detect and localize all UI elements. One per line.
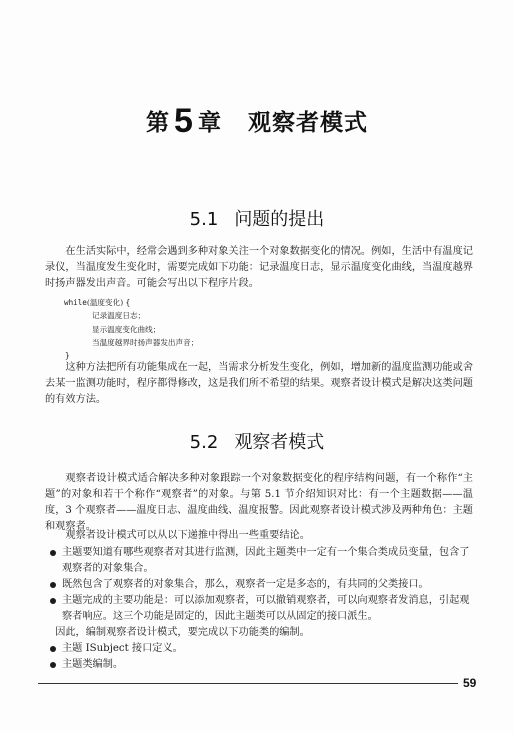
list-item-text: 既然包含了观察者的对象集合，那么，观察者一定是多态的，有共同的父类接口。 xyxy=(62,579,429,590)
code-condition: (温度变化) xyxy=(86,298,124,307)
code-snippet xyxy=(64,296,444,362)
code-close-brace: } xyxy=(65,351,70,361)
bullet-icon xyxy=(50,582,56,588)
list-item xyxy=(48,593,476,625)
bullet-icon xyxy=(50,550,56,556)
section-number: 5.1 xyxy=(189,209,219,230)
chapter-title-text: 观察者模式 xyxy=(247,110,368,136)
paragraph-pattern-intro: 观察者设计模式适合解决多种对象跟踪一个对象数据变化的程序结构问题，有一个称作“主题”的对象和若干个称作“观察者”的对象。与第 5.1 节介绍知识对比：有一个主题数据——温度，3 个观察者——温度日志、温度曲线、温度报警。因此观察者设计模式涉及两种角色：主题和观察者。 xyxy=(45,473,473,532)
chapter-heading xyxy=(0,100,514,139)
paragraph-problem: 这种方法把所有功能集成在一起，当需求分析发生变化，例如，增加新的温度监测功能或舍去某一监测功能时，程序都得修改，这是我们所不希望的结果。观察者设计模式是解决这类问题的有效方法。 xyxy=(45,362,473,405)
list-item xyxy=(48,577,476,593)
list-item xyxy=(48,641,476,657)
section-title: 观察者模式 xyxy=(234,432,325,453)
code-line: 当温度越界时扬声器发出声音； xyxy=(92,337,199,347)
bullet-list-tasks xyxy=(48,641,476,673)
paragraph-conclusions: 观察者设计模式可以从以下递推中得出一些重要结论。 xyxy=(65,530,310,541)
chapter-prefix: 第 xyxy=(146,110,171,136)
list-item-text: 主题要知道有哪些观察者对其进行监测，因此主题类中一定有一个集合类成员变量，包含了观察者的对象集合。 xyxy=(62,547,470,574)
code-line-while xyxy=(64,296,444,309)
code-line: 记录温度日志； xyxy=(92,311,146,321)
chapter-suffix: 章 xyxy=(197,110,222,136)
paragraph-intro: 在生活实际中，经常会遇到多种对象关注一个对象数据变化的情况。例如，生活中有温度记录仪，当温度发生变化时，需要完成如下功能：记录温度日志，显示温度变化曲线，当温度越界时扬声器发出声音。可能会写出以下程序片段。 xyxy=(45,246,473,289)
chapter-number: 5 xyxy=(174,102,194,140)
list-item xyxy=(48,545,476,577)
bullet-icon xyxy=(50,598,56,604)
code-open-brace: { xyxy=(125,298,131,307)
list-item xyxy=(48,657,476,673)
paragraph-tasks: 因此，编制观察者设计模式，要完成以下功能类的编制。 xyxy=(55,627,310,638)
bullet-icon xyxy=(50,646,56,652)
list-item-text: 主题 ISubject 接口定义。 xyxy=(62,643,183,654)
bullet-icon xyxy=(50,662,56,668)
section-number: 5.2 xyxy=(189,432,219,453)
section-heading-5-1 xyxy=(0,205,514,231)
footer-divider xyxy=(38,683,458,684)
bullet-list-conclusions xyxy=(48,545,476,625)
code-line: 显示温度变化曲线； xyxy=(92,324,161,334)
list-item-text: 主题完成的主要功能是：可以添加观察者，可以撤销观察者，可以向观察者发消息，引起观察者响应。这三个功能是固定的，因此主题类可以从固定的接口派生。 xyxy=(62,595,470,622)
list-item-text: 主题类编制。 xyxy=(62,659,124,670)
code-keyword: while xyxy=(64,298,87,307)
page-number: 59 xyxy=(463,676,477,690)
section-title: 问题的提出 xyxy=(234,209,325,230)
section-heading-5-2 xyxy=(0,428,514,454)
